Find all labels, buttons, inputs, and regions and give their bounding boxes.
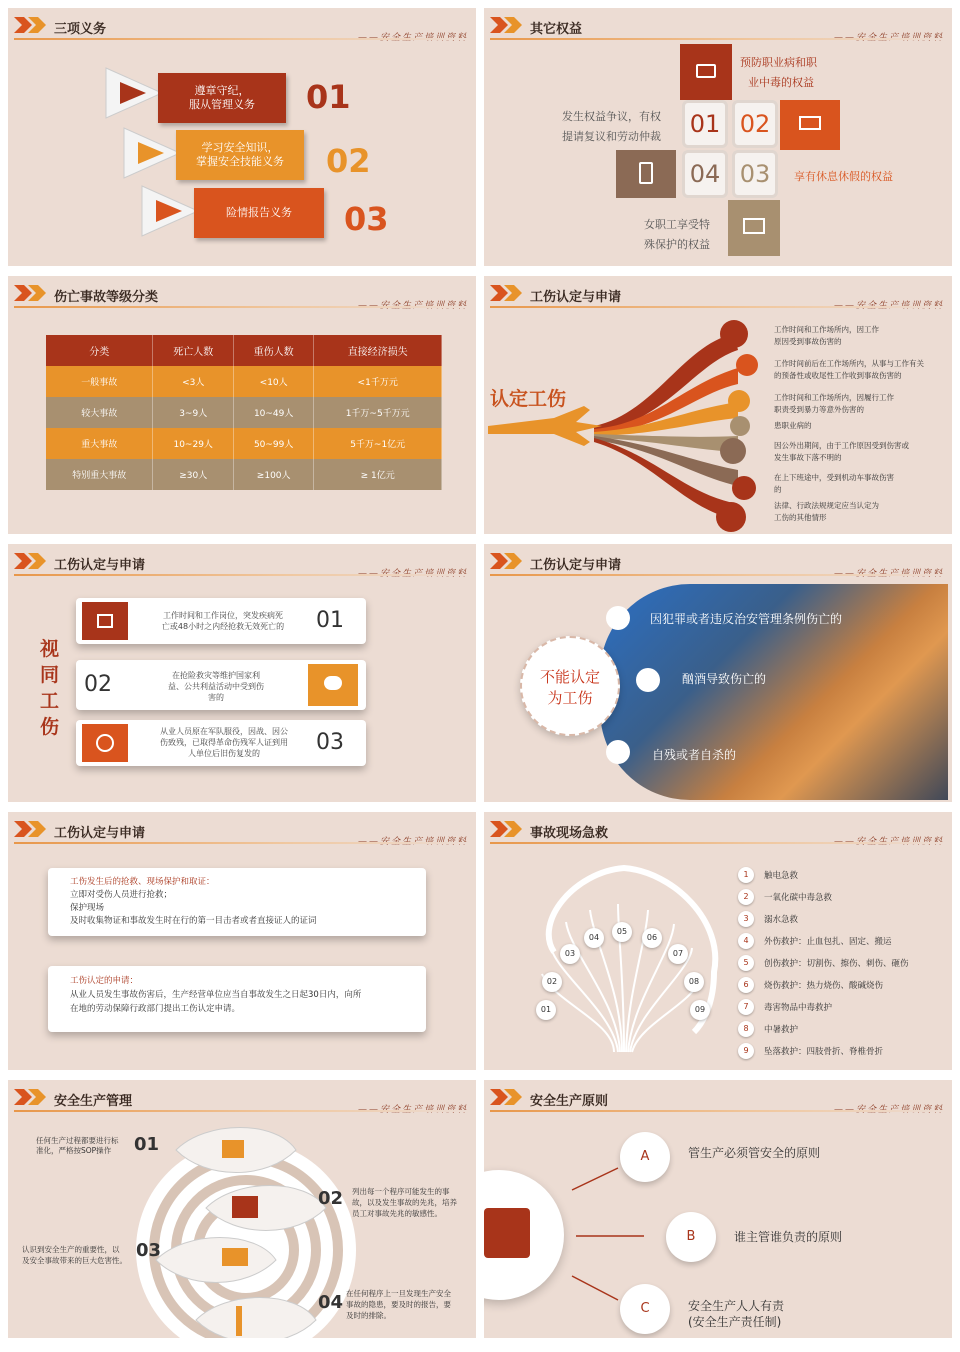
list-item: 2 一氧化碳中毒急救 (738, 886, 909, 908)
rights-tile-02: 02 (732, 100, 778, 148)
step-text: 任何生产过程都要进行标 准化，严格按SOP操作 (36, 1136, 119, 1155)
obligation-bar-3: 险情报告义务 (194, 188, 324, 238)
list-item: 8 中暑救护 (738, 1018, 909, 1040)
item-number-badge: 7 (738, 999, 754, 1015)
tree-node: 08 (684, 972, 704, 992)
home-icon (82, 602, 128, 640)
step-number: 01 (134, 1134, 160, 1155)
tree-node: 01 (536, 1000, 556, 1020)
camera-icon (606, 606, 630, 630)
bathtub-icon (720, 438, 746, 464)
car-icon (716, 502, 746, 532)
slide-title: 事故现场急救 (530, 826, 609, 841)
list-item: 9 坠落救护：四肢骨折、脊椎骨折 (738, 1040, 909, 1062)
step-number: 04 (318, 1292, 344, 1313)
plant-icon (222, 1248, 248, 1266)
tree-node: 09 (690, 1000, 710, 1020)
slide-application (8, 812, 476, 1070)
slide-not-injury (484, 544, 952, 802)
accident-grade-table (46, 335, 442, 490)
tagline (358, 1102, 468, 1115)
obligation-bar-1: 遵章守纪， 服从管理义务 (158, 73, 286, 123)
triangle-icon (122, 126, 182, 180)
tree-node: 02 (542, 972, 562, 992)
list-item: 5 创伤救护：切割伤、擦伤、刺伤、砸伤 (738, 952, 909, 974)
heart-icon (730, 416, 750, 436)
step-number: 02 (318, 1188, 344, 1209)
microphone-icon (606, 740, 630, 764)
center-circle: 不能认定 为工伤 (520, 636, 620, 736)
rights-label: 预防职业病和职 (740, 56, 817, 69)
list-item: 1 触电急救 (738, 864, 909, 886)
camera-tile (680, 44, 732, 100)
chevron-icon (14, 553, 54, 569)
bicycle-icon (732, 476, 756, 500)
recognition-list: 工作时间和工作场所内，因工作 原因受到事故伤害的 工作时间前后在工作场所内，从事与工作有关 的预备性或收尾性工作收到事故伤害的 工作时间和工作场所内，因履行工作 职责受到暴力等意外伤害的 患职业病的 因公外出期间，由于工作原因受到伤害或 发生事故下落不明的 在上下班途中，受到机动车事故伤害 的 法律、行政法规规定应当认定为 工伤的其他情形 (774, 325, 924, 522)
slide-header (484, 544, 952, 576)
slide-other-rights (484, 8, 952, 266)
gear-icon (636, 668, 660, 692)
principle-text: 管生产必须管安全的原则 (688, 1146, 821, 1160)
not-injury-item: 酗酒导致伤亡的 (682, 672, 767, 686)
tree-node: 04 (584, 928, 604, 948)
slide-safety-management (8, 1080, 476, 1338)
chevron-icon (490, 1089, 530, 1105)
chevron-icon (490, 17, 530, 33)
slide-title: 伤亡事故等级分类 (54, 290, 159, 305)
factory-smoke-icon (232, 1196, 258, 1218)
rights-tile-03: 03 (732, 150, 778, 198)
principle-b-badge: B (666, 1212, 716, 1262)
tagline (834, 566, 944, 579)
rights-label: 享有休息休假的权益 (794, 170, 893, 183)
slide-title: 其它权益 (530, 22, 583, 37)
table-row: 一般事故 <3人 <10人 <1千万元 (46, 366, 442, 397)
deemed-item-2: 02 在抢险救灾等维护国家利 益、公共利益活动中受到伤 害的 (76, 660, 366, 710)
item-number-badge: 4 (738, 933, 754, 949)
phone-tile (616, 150, 676, 198)
tagline (834, 834, 944, 847)
slide-header (484, 8, 952, 40)
deemed-item-3: 从业人员原在军队服役，因战、因公 伤致残，已取得革命伤残军人证到用 人单位后旧伤复发的 03 (76, 720, 366, 766)
application-box: 工伤认定的申请： 从业人员发生事故伤害后，生产经营单位应当自事故发生之日起30日内，向所 在地的劳动保障行政部门提出工伤认定申请。 (48, 966, 426, 1032)
item-number-badge: 1 (738, 867, 754, 883)
tagline (834, 1102, 944, 1115)
table-row: 重大事故 10~29人 50~99人 5千万~1亿元 (46, 428, 442, 459)
monitor-tile (728, 200, 780, 256)
item-number-badge: 9 (738, 1043, 754, 1059)
phone-icon (639, 162, 653, 184)
obligation-number: 01 (306, 78, 351, 116)
plus-circle-icon (82, 724, 128, 762)
rights-tile-04: 04 (682, 150, 728, 198)
item-number-badge: 5 (738, 955, 754, 971)
slide-deemed-injury (8, 544, 476, 802)
laptop-icon (799, 116, 821, 130)
rights-label: 女职工享受特 (644, 218, 710, 231)
item-number-badge: 6 (738, 977, 754, 993)
rescue-box: 工伤发生后的抢救、现场保护和取证： 立即对受伤人员进行抢救； 保护现场 及时收集物证和事故发生时在行的第一目击者或者直接证人的证词 (48, 868, 426, 936)
slide-title: 安全生产原则 (530, 1094, 609, 1109)
rights-label: 业中毒的权益 (748, 76, 814, 89)
chevron-icon (490, 821, 530, 837)
slide-title: 工伤认定与申请 (530, 558, 622, 573)
camera-icon (728, 390, 750, 412)
tagline (834, 298, 944, 311)
chevron-icon (14, 821, 54, 837)
tagline (358, 30, 468, 43)
item-number-badge: 2 (738, 889, 754, 905)
rights-label: 提请复议和劳动仲裁 (562, 130, 661, 143)
slide-injury-recognition (484, 276, 952, 534)
slide-header (484, 276, 952, 308)
monitor-icon (743, 218, 765, 234)
slide-title: 工伤认定与申请 (530, 290, 622, 305)
item-number-badge: 3 (738, 911, 754, 927)
slide-header (8, 8, 476, 40)
slide-header (8, 544, 476, 576)
drink-icon (736, 354, 758, 376)
tree-diagram (514, 852, 724, 1062)
camera-icon (696, 64, 716, 78)
chevron-icon (14, 17, 54, 33)
not-injury-item: 自残或者自杀的 (652, 748, 737, 762)
step-text: 认识到安全生产的重要性，以 及安全事故带来的巨大危害性。 (22, 1245, 127, 1265)
chevron-icon (14, 1089, 54, 1105)
slide-header (8, 1080, 476, 1112)
tree-node: 06 (642, 928, 662, 948)
step-text: 列出每一个程序可能发生的事 故，以及发生事故的先兆，培养 员工对事故先兆的敏感性。 (352, 1187, 457, 1218)
principle-a-badge: A (620, 1132, 670, 1182)
slide-first-aid (484, 812, 952, 1070)
list-item: 6 烧伤救护：热力烧伤、酸碱烧伤 (738, 974, 909, 996)
laptop-tile (780, 100, 840, 150)
airplane-icon (488, 406, 602, 446)
first-aid-list (738, 864, 909, 1062)
side-title: 视 同 工 伤 (40, 638, 60, 738)
step-text: 在任何程序上一旦发现生产安全 事故的隐患，要及时的报告，要 及时的排除。 (346, 1289, 451, 1320)
deemed-item-1: 工作时间和工作岗位，突发疾病死 亡或48小时之内经抢救无效死亡的 01 (76, 598, 366, 644)
list-item: 7 毒害物品中毒救护 (738, 996, 909, 1018)
slide-header (484, 1080, 952, 1112)
principle-c-badge: C (620, 1284, 670, 1334)
chevron-icon (490, 285, 530, 301)
slide-header (8, 276, 476, 308)
slide-title: 安全生产管理 (54, 1094, 133, 1109)
tagline (358, 298, 468, 311)
table-row: 特别重大事故 ≥30人 ≥100人 ≥ 1亿元 (46, 459, 442, 490)
rights-label: 发生权益争议，有权 (562, 110, 661, 123)
obligation-number: 02 (326, 142, 371, 180)
list-item: 4 外伤救护：止血包扎、固定、搬运 (738, 930, 909, 952)
slide-title: 工伤认定与申请 (54, 826, 146, 841)
rights-label: 殊保护的权益 (644, 238, 710, 251)
tree-node: 07 (668, 944, 688, 964)
triangle-icon (104, 66, 164, 120)
ribbon-fan (484, 314, 764, 534)
principle-text: 安全生产人人有责 (安全生产责任制) (688, 1299, 785, 1329)
obligation-number: 03 (344, 200, 389, 238)
chevron-icon (14, 285, 54, 301)
slide-title: 三项义务 (54, 22, 107, 37)
document-edit-icon (484, 1208, 530, 1258)
document-circle (484, 1170, 564, 1300)
slide-title: 工伤认定与申请 (54, 558, 146, 573)
tree-node: 05 (612, 922, 632, 942)
tagline (358, 566, 468, 579)
wind-turbine-icon (236, 1306, 242, 1336)
chevron-icon (490, 553, 530, 569)
factory-icon (222, 1140, 244, 1158)
chat-icon (308, 664, 358, 706)
not-injury-item: 因犯罪或者违反治安管理条例伤亡的 (650, 612, 843, 626)
principle-text: 谁主管谁负责的原则 (734, 1230, 843, 1244)
table-header-row: 分类 死亡人数 重伤人数 直接经济损失 (46, 335, 442, 366)
step-number: 03 (136, 1240, 162, 1261)
item-number-badge: 8 (738, 1021, 754, 1037)
slide-header (484, 812, 952, 844)
big-label: 认定工伤 (490, 388, 567, 410)
umbrella-icon (720, 320, 748, 348)
rights-tile-01: 01 (682, 100, 728, 148)
tagline (358, 834, 468, 847)
slide-safety-principles (484, 1080, 952, 1338)
triangle-icon (140, 184, 200, 238)
obligation-bar-2: 学习安全知识， 掌握安全技能义务 (176, 130, 304, 180)
list-item: 3 溺水急救 (738, 908, 909, 930)
tree-node: 03 (560, 944, 580, 964)
slide-obligations (8, 8, 476, 266)
slide-header (8, 812, 476, 844)
tagline (834, 30, 944, 43)
table-row: 较大事故 3~9人 10~49人 1千万~5千万元 (46, 397, 442, 428)
